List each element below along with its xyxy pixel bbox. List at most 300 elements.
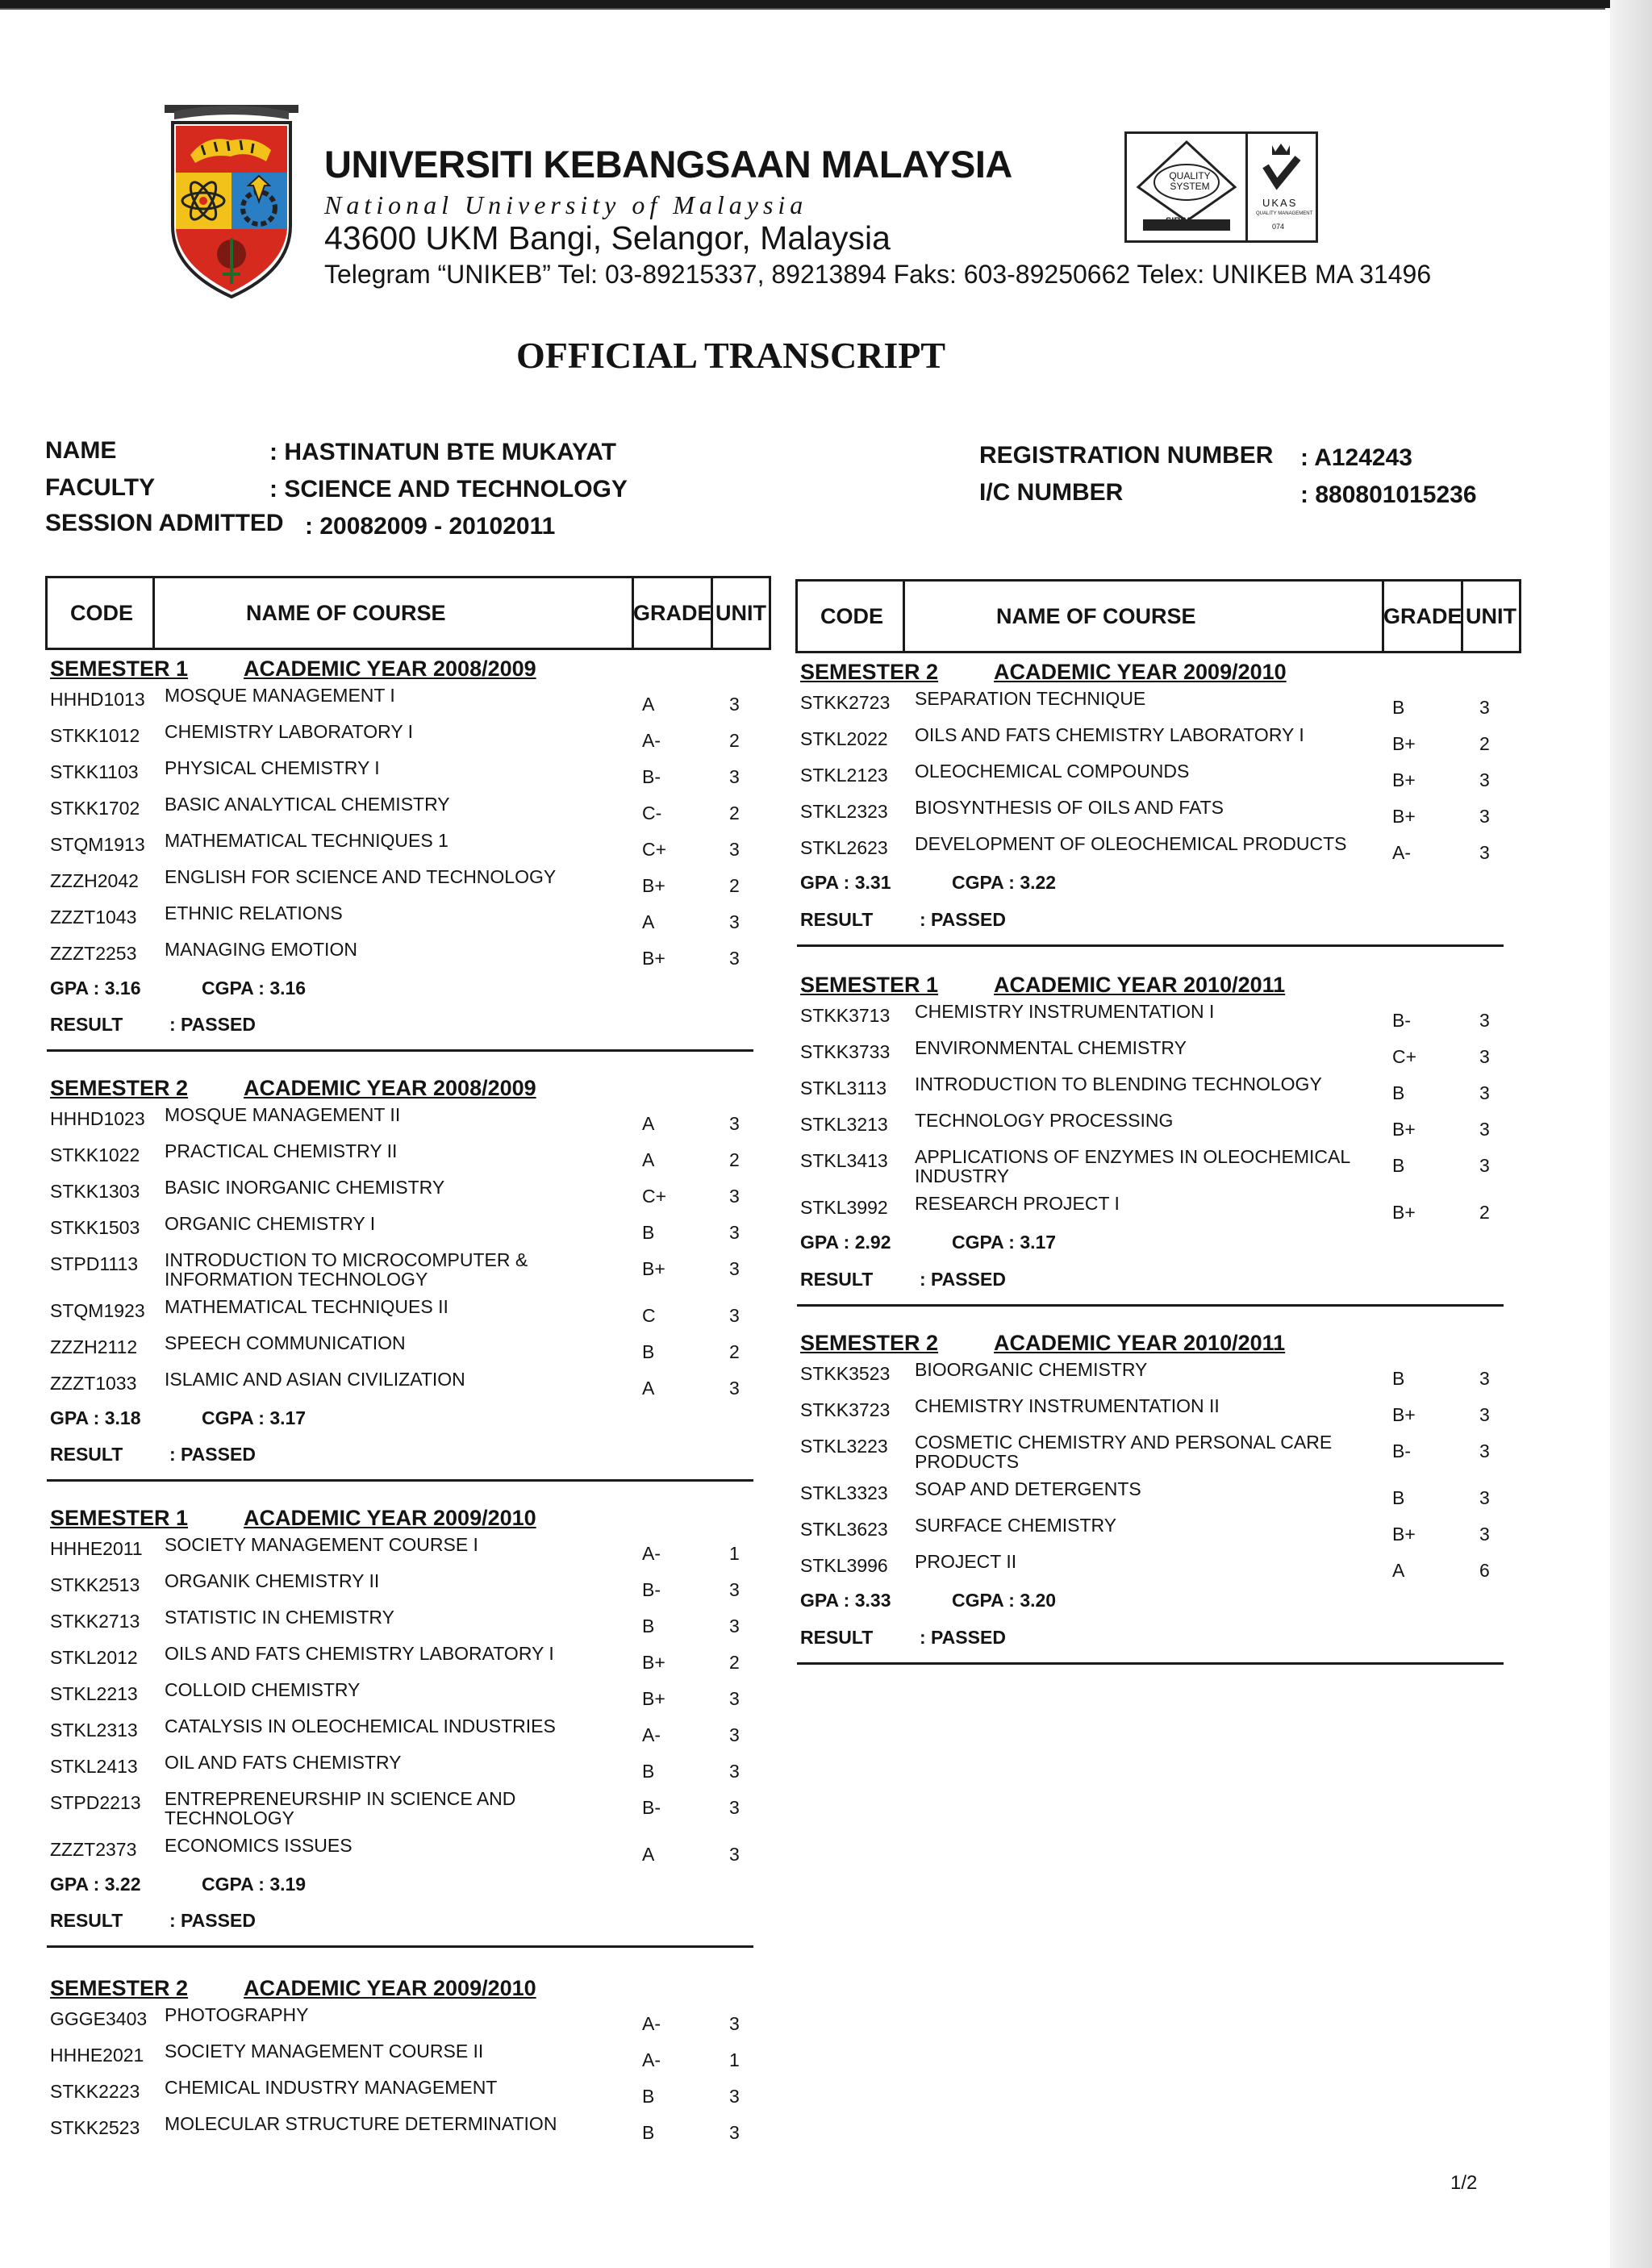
course-code: ZZZT1033 bbox=[50, 1373, 137, 1394]
course-unit: 3 bbox=[729, 1378, 740, 1399]
gpa-value: GPA : 3.33 bbox=[800, 1590, 891, 1611]
badge-divider bbox=[1245, 134, 1248, 240]
semester-separator bbox=[797, 1662, 1504, 1665]
course-grade: A bbox=[642, 1844, 655, 1865]
course-unit: 3 bbox=[729, 1688, 740, 1709]
academic-year-label: ACADEMIC YEAR 2009/2010 bbox=[244, 1506, 536, 1530]
course-unit: 3 bbox=[1479, 769, 1490, 790]
gpa-value: GPA : 3.18 bbox=[50, 1407, 141, 1428]
course-unit: 3 bbox=[729, 1724, 740, 1745]
course-grade: B bbox=[642, 2086, 655, 2107]
course-code: STKL2213 bbox=[50, 1683, 138, 1704]
gpa-value: GPA : 3.16 bbox=[50, 978, 141, 999]
column-header-grade: GRADE bbox=[1383, 604, 1462, 628]
course-unit: 3 bbox=[729, 1222, 740, 1243]
course-code: ZZZT2373 bbox=[50, 1839, 137, 1860]
course-grade: B+ bbox=[1392, 1202, 1416, 1223]
course-grade: B+ bbox=[1392, 733, 1416, 754]
course-name: BIOSYNTHESIS OF OILS AND FATS bbox=[915, 797, 1224, 818]
course-code: HHHD1013 bbox=[50, 689, 145, 710]
course-code: STKL3223 bbox=[800, 1436, 888, 1457]
scan-top-line bbox=[0, 8, 1605, 10]
ukas-crown-check-icon bbox=[1258, 140, 1304, 194]
right-table-header bbox=[795, 579, 1521, 653]
academic-year-label: ACADEMIC YEAR 2008/2009 bbox=[244, 1076, 536, 1100]
course-row bbox=[800, 761, 1510, 798]
course-row bbox=[50, 1716, 760, 1753]
course-code: STKL2123 bbox=[800, 765, 888, 786]
course-unit: 3 bbox=[1479, 1046, 1490, 1067]
course-code: STKK3733 bbox=[800, 1041, 891, 1062]
course-code: STKL3413 bbox=[800, 1150, 888, 1171]
course-unit: 2 bbox=[729, 1149, 740, 1170]
course-code: HHHE2011 bbox=[50, 1538, 143, 1559]
semester-separator bbox=[47, 1945, 753, 1948]
course-grade: C+ bbox=[1392, 1046, 1417, 1067]
course-code: STKL2623 bbox=[800, 837, 888, 858]
course-name: CHEMICAL INDUSTRY MANAGEMENT bbox=[165, 2077, 498, 2098]
course-name: INTRODUCTION TO BLENDING TECHNOLOGY bbox=[915, 1074, 1322, 1094]
course-name: ORGANIK CHEMISTRY II bbox=[165, 1570, 380, 1591]
course-name: MATHEMATICAL TECHNIQUES II bbox=[165, 1296, 448, 1317]
course-row bbox=[50, 2005, 760, 2041]
course-unit: 2 bbox=[729, 1652, 740, 1673]
course-name: CHEMISTRY INSTRUMENTATION I bbox=[915, 1001, 1215, 1022]
result-value: : PASSED bbox=[169, 1910, 256, 1931]
course-name: SOCIETY MANAGEMENT COURSE I bbox=[165, 1534, 478, 1555]
cgpa-value: CGPA : 3.16 bbox=[202, 978, 307, 999]
course-grade: B+ bbox=[642, 1652, 665, 1673]
course-row bbox=[800, 1479, 1510, 1515]
course-grade: B bbox=[642, 2122, 655, 2143]
course-unit: 2 bbox=[729, 730, 740, 751]
course-code: STKK2523 bbox=[50, 2117, 140, 2138]
course-unit: 1 bbox=[729, 1543, 740, 1564]
course-grade: B+ bbox=[642, 948, 665, 969]
course-code: STKK1503 bbox=[50, 1217, 140, 1238]
scan-top-border bbox=[0, 0, 1652, 8]
course-code: GGGE3403 bbox=[50, 2008, 148, 2029]
page-number: 1/2 bbox=[1450, 2172, 1478, 2194]
course-code: STKK1702 bbox=[50, 798, 140, 819]
academic-year-label: ACADEMIC YEAR 2009/2010 bbox=[244, 1976, 536, 2000]
course-row bbox=[50, 1607, 760, 1644]
course-grade: C+ bbox=[642, 839, 667, 860]
course-unit: 3 bbox=[729, 2013, 740, 2034]
course-name: APPLICATIONS OF ENZYMES IN OLEOCHEMICAL INDUSTRY bbox=[915, 1146, 1351, 1186]
result-value: : PASSED bbox=[169, 1444, 256, 1465]
course-row bbox=[50, 686, 760, 722]
course-name: OILS AND FATS CHEMISTRY LABORATORY I bbox=[915, 724, 1304, 745]
course-name: RESEARCH PROJECT I bbox=[915, 1193, 1120, 1214]
course-code: STQM1913 bbox=[50, 834, 145, 855]
ukas-text: UKAS bbox=[1262, 197, 1298, 209]
course-row bbox=[800, 1194, 1510, 1230]
semester-label: SEMESTER 2 bbox=[800, 1331, 939, 1355]
course-unit: 2 bbox=[1479, 1202, 1490, 1223]
course-name: SOAP AND DETERGENTS bbox=[915, 1478, 1141, 1499]
course-name: ENTREPRENEURSHIP IN SCIENCE AND TECHNOLOGY bbox=[165, 1788, 516, 1828]
registration-value: : A124243 bbox=[1300, 444, 1412, 471]
course-grade: B- bbox=[642, 1797, 661, 1818]
course-name: ECONOMICS ISSUES bbox=[165, 1835, 353, 1856]
course-code: STKK1022 bbox=[50, 1144, 140, 1165]
course-code: STKK1103 bbox=[50, 761, 139, 782]
course-grade: A- bbox=[642, 2013, 661, 2034]
course-unit: 3 bbox=[729, 1616, 740, 1636]
cgpa-value: CGPA : 3.19 bbox=[202, 1874, 307, 1895]
course-row bbox=[50, 1297, 760, 1333]
course-row bbox=[800, 725, 1510, 761]
result-label: RESULT bbox=[800, 1269, 874, 1290]
course-name: TECHNOLOGY PROCESSING bbox=[915, 1110, 1174, 1131]
academic-year-label: ACADEMIC YEAR 2008/2009 bbox=[244, 657, 536, 681]
course-row bbox=[50, 758, 760, 794]
column-header-code: CODE bbox=[70, 601, 134, 625]
course-grade: B bbox=[642, 1761, 655, 1782]
course-row bbox=[800, 1360, 1510, 1396]
header-divider bbox=[152, 578, 155, 648]
course-code: STKK2513 bbox=[50, 1574, 140, 1595]
course-grade: B+ bbox=[642, 1258, 665, 1279]
course-code: STQM1923 bbox=[50, 1300, 145, 1321]
course-row bbox=[50, 1535, 760, 1571]
quality-system-text: QUALITY SYSTEM bbox=[1169, 170, 1211, 192]
column-header-grade: GRADE bbox=[633, 601, 712, 625]
name-label: NAME bbox=[45, 437, 117, 464]
course-grade: B bbox=[642, 1222, 655, 1243]
course-unit: 3 bbox=[729, 948, 740, 969]
page-title: OFFICIAL TRANSCRIPT bbox=[516, 335, 946, 376]
course-grade: A- bbox=[642, 1724, 661, 1745]
course-row bbox=[50, 1571, 760, 1607]
course-name: PRACTICAL CHEMISTRY II bbox=[165, 1140, 398, 1161]
course-row bbox=[50, 1141, 760, 1178]
university-name-english: National University of Malaysia bbox=[324, 190, 808, 219]
course-name: CHEMISTRY LABORATORY I bbox=[165, 721, 414, 742]
course-row bbox=[50, 940, 760, 976]
course-grade: A- bbox=[642, 730, 661, 751]
semester-separator bbox=[797, 944, 1504, 947]
course-unit: 3 bbox=[729, 839, 740, 860]
course-unit: 3 bbox=[1479, 1524, 1490, 1545]
university-crest-icon bbox=[158, 105, 305, 298]
course-grade: B- bbox=[1392, 1440, 1411, 1461]
course-name: ETHNIC RELATIONS bbox=[165, 903, 343, 923]
course-code: STKK3523 bbox=[800, 1363, 891, 1384]
semester-separator bbox=[47, 1049, 753, 1052]
course-grade: C- bbox=[642, 803, 662, 823]
course-grade: B bbox=[642, 1341, 655, 1362]
course-row bbox=[800, 1146, 1510, 1186]
course-row bbox=[50, 1788, 760, 1828]
course-grade: B+ bbox=[642, 1688, 665, 1709]
course-unit: 3 bbox=[729, 1113, 740, 1134]
course-code: STPD1113 bbox=[50, 1253, 139, 1274]
course-grade: A bbox=[642, 1149, 655, 1170]
result-value: : PASSED bbox=[920, 909, 1006, 930]
left-table-header bbox=[45, 576, 771, 650]
course-unit: 2 bbox=[729, 1341, 740, 1362]
header-divider bbox=[903, 582, 905, 651]
course-unit: 3 bbox=[729, 1761, 740, 1782]
course-name: OILS AND FATS CHEMISTRY LABORATORY I bbox=[165, 1643, 554, 1664]
course-code: STKL3113 bbox=[800, 1078, 886, 1099]
course-name: SOCIETY MANAGEMENT COURSE II bbox=[165, 2041, 484, 2062]
course-name: BASIC INORGANIC CHEMISTRY bbox=[165, 1177, 445, 1198]
semester-label: SEMESTER 1 bbox=[50, 1506, 189, 1530]
semester-label: SEMESTER 1 bbox=[50, 657, 189, 681]
university-name: UNIVERSITI KEBANGSAAN MALAYSIA bbox=[324, 143, 1012, 186]
result-label: RESULT bbox=[800, 1627, 874, 1648]
course-grade: A- bbox=[1392, 842, 1411, 863]
course-row bbox=[800, 1074, 1510, 1111]
cgpa-value: CGPA : 3.17 bbox=[952, 1232, 1057, 1253]
quality-certification-badge bbox=[1124, 131, 1318, 243]
course-code: STPD2213 bbox=[50, 1792, 141, 1813]
course-grade: B+ bbox=[1392, 1119, 1416, 1140]
course-grade: B+ bbox=[642, 875, 665, 896]
course-code: STKL2313 bbox=[50, 1720, 138, 1741]
course-grade: A- bbox=[642, 2049, 661, 2070]
scan-right-edge bbox=[1610, 0, 1652, 2268]
course-grade: C+ bbox=[642, 1186, 667, 1207]
course-grade: B bbox=[642, 1616, 655, 1636]
course-unit: 3 bbox=[729, 2122, 740, 2143]
course-name: ENGLISH FOR SCIENCE AND TECHNOLOGY bbox=[165, 866, 557, 887]
course-code: HHHD1023 bbox=[50, 1108, 145, 1129]
academic-year-label: ACADEMIC YEAR 2010/2011 bbox=[994, 1331, 1286, 1355]
course-name: CHEMISTRY INSTRUMENTATION II bbox=[915, 1395, 1220, 1416]
course-name: STATISTIC IN CHEMISTRY bbox=[165, 1607, 394, 1628]
course-unit: 1 bbox=[729, 2049, 740, 2070]
course-row bbox=[800, 1396, 1510, 1432]
course-unit: 3 bbox=[729, 766, 740, 787]
course-unit: 2 bbox=[729, 875, 740, 896]
academic-year-label: ACADEMIC YEAR 2009/2010 bbox=[994, 660, 1287, 684]
gpa-value: GPA : 3.22 bbox=[50, 1874, 141, 1895]
course-code: STKK1303 bbox=[50, 1181, 140, 1202]
course-grade: B+ bbox=[1392, 769, 1416, 790]
course-name: ISLAMIC AND ASIAN CIVILIZATION bbox=[165, 1369, 465, 1390]
course-unit: 3 bbox=[729, 1186, 740, 1207]
course-row bbox=[50, 867, 760, 903]
sirim-text: SIRIM bbox=[1166, 216, 1191, 226]
course-code: STKK2713 bbox=[50, 1611, 140, 1632]
course-name: SURFACE CHEMISTRY bbox=[915, 1515, 1117, 1536]
course-row bbox=[50, 903, 760, 940]
course-name: COSMETIC CHEMISTRY AND PERSONAL CARE PRODUCTS bbox=[915, 1432, 1333, 1472]
course-name: OLEOCHEMICAL COMPOUNDS bbox=[915, 761, 1190, 782]
column-header-name: NAME OF COURSE bbox=[246, 601, 446, 625]
course-code: HHHE2021 bbox=[50, 2045, 144, 2066]
course-row bbox=[50, 2114, 760, 2150]
course-grade: B bbox=[1392, 1487, 1405, 1508]
course-grade: B- bbox=[642, 766, 661, 787]
course-name: ORGANIC CHEMISTRY I bbox=[165, 1213, 376, 1234]
result-label: RESULT bbox=[50, 1014, 123, 1035]
course-row bbox=[50, 1214, 760, 1250]
semester-separator bbox=[797, 1304, 1504, 1307]
ukas-sub-text: QUALITY MANAGEMENT bbox=[1256, 211, 1313, 216]
result-value: : PASSED bbox=[920, 1627, 1006, 1648]
cgpa-value: CGPA : 3.20 bbox=[952, 1590, 1057, 1611]
column-header-name: NAME OF COURSE bbox=[996, 604, 1196, 628]
university-address: 43600 UKM Bangi, Selangor, Malaysia bbox=[324, 219, 891, 256]
course-unit: 3 bbox=[729, 1844, 740, 1865]
course-unit: 3 bbox=[1479, 697, 1490, 718]
course-row bbox=[50, 1753, 760, 1789]
course-unit: 3 bbox=[729, 1579, 740, 1600]
course-name: COLLOID CHEMISTRY bbox=[165, 1679, 361, 1700]
course-code: ZZZT1043 bbox=[50, 907, 137, 928]
course-name: SEPARATION TECHNIQUE bbox=[915, 688, 1146, 709]
ic-value: : 880801015236 bbox=[1300, 482, 1477, 508]
course-row bbox=[50, 1644, 760, 1680]
course-unit: 3 bbox=[1479, 1404, 1490, 1425]
course-row bbox=[800, 1515, 1510, 1552]
course-grade: B+ bbox=[1392, 806, 1416, 827]
course-name: BASIC ANALYTICAL CHEMISTRY bbox=[165, 794, 450, 815]
course-row bbox=[50, 1249, 760, 1290]
course-row bbox=[50, 1178, 760, 1214]
course-unit: 3 bbox=[1479, 842, 1490, 863]
course-grade: B bbox=[1392, 1368, 1405, 1389]
faculty-value: : SCIENCE AND TECHNOLOGY bbox=[269, 476, 628, 502]
session-value: : 20082009 - 20102011 bbox=[305, 513, 556, 540]
result-value: : PASSED bbox=[169, 1014, 256, 1035]
course-unit: 3 bbox=[1479, 1010, 1490, 1031]
course-code: STKL2012 bbox=[50, 1647, 138, 1668]
course-unit: 3 bbox=[729, 1797, 740, 1818]
course-row bbox=[50, 794, 760, 831]
result-value: : PASSED bbox=[920, 1269, 1006, 1290]
course-grade: B bbox=[1392, 697, 1405, 718]
course-name: MANAGING EMOTION bbox=[165, 939, 357, 960]
column-header-unit: UNIT bbox=[715, 601, 766, 625]
course-code: STKK3723 bbox=[800, 1399, 891, 1420]
course-unit: 3 bbox=[1479, 1368, 1490, 1389]
course-name: MOSQUE MANAGEMENT I bbox=[165, 685, 395, 706]
course-unit: 2 bbox=[1479, 733, 1490, 754]
course-code: STKL3996 bbox=[800, 1555, 888, 1576]
course-grade: C bbox=[642, 1305, 656, 1326]
course-unit: 3 bbox=[729, 2086, 740, 2107]
university-contact: Telegram “UNIKEB” Tel: 03-89215337, 89213894 Faks: 603-89250662 Telex: UNIKEB MA 31496 bbox=[324, 260, 1432, 289]
course-unit: 3 bbox=[729, 1258, 740, 1279]
course-code: ZZZH2112 bbox=[50, 1336, 138, 1357]
course-code: STKK1012 bbox=[50, 725, 140, 746]
course-row bbox=[800, 1002, 1510, 1038]
course-code: STKL3323 bbox=[800, 1482, 888, 1503]
course-row bbox=[50, 831, 760, 867]
course-unit: 2 bbox=[729, 803, 740, 823]
semester-label: SEMESTER 2 bbox=[800, 660, 939, 684]
course-code: STKL2413 bbox=[50, 1756, 138, 1777]
course-name: MOLECULAR STRUCTURE DETERMINATION bbox=[165, 2113, 557, 2134]
column-header-unit: UNIT bbox=[1466, 604, 1516, 628]
course-unit: 6 bbox=[1479, 1560, 1490, 1581]
course-row bbox=[50, 1680, 760, 1716]
course-code: STKL3992 bbox=[800, 1197, 888, 1218]
course-row bbox=[800, 1111, 1510, 1147]
course-code: STKL3623 bbox=[800, 1519, 888, 1540]
course-name: MOSQUE MANAGEMENT II bbox=[165, 1104, 401, 1125]
course-grade: B+ bbox=[1392, 1404, 1416, 1425]
course-code: STKK3713 bbox=[800, 1005, 891, 1026]
academic-year-label: ACADEMIC YEAR 2010/2011 bbox=[994, 973, 1286, 997]
course-name: BIOORGANIC CHEMISTRY bbox=[915, 1359, 1148, 1380]
course-row bbox=[50, 1370, 760, 1406]
result-label: RESULT bbox=[800, 909, 874, 930]
course-row bbox=[800, 834, 1510, 870]
semester-label: SEMESTER 1 bbox=[800, 973, 939, 997]
course-code: STKK2723 bbox=[800, 692, 891, 713]
course-code: ZZZH2042 bbox=[50, 870, 139, 891]
semester-label: SEMESTER 2 bbox=[50, 1976, 189, 2000]
course-row bbox=[800, 1432, 1510, 1472]
course-name: ENVIRONMENTAL CHEMISTRY bbox=[915, 1037, 1187, 1058]
course-row bbox=[800, 689, 1510, 725]
course-grade: A bbox=[642, 694, 655, 715]
course-code: STKL2022 bbox=[800, 728, 888, 749]
course-name: CATALYSIS IN OLEOCHEMICAL INDUSTRIES bbox=[165, 1716, 556, 1736]
course-unit: 3 bbox=[729, 911, 740, 932]
course-unit: 3 bbox=[1479, 1487, 1490, 1508]
course-grade: A bbox=[642, 1113, 655, 1134]
session-label: SESSION ADMITTED bbox=[45, 510, 284, 536]
result-label: RESULT bbox=[50, 1910, 123, 1931]
cgpa-value: CGPA : 3.17 bbox=[202, 1407, 307, 1428]
course-unit: 3 bbox=[1479, 1119, 1490, 1140]
ukas-number: 074 bbox=[1272, 223, 1285, 231]
course-grade: A bbox=[642, 911, 655, 932]
course-row bbox=[50, 722, 760, 758]
course-row bbox=[50, 1105, 760, 1141]
column-header-code: CODE bbox=[820, 604, 884, 628]
course-grade: A bbox=[642, 1378, 655, 1399]
course-grade: B bbox=[1392, 1082, 1405, 1103]
course-row bbox=[50, 1333, 760, 1370]
course-name: PHOTOGRAPHY bbox=[165, 2004, 309, 2025]
course-row bbox=[50, 1836, 760, 1872]
course-unit: 3 bbox=[729, 1305, 740, 1326]
course-grade: B- bbox=[1392, 1010, 1411, 1031]
course-row bbox=[50, 2078, 760, 2114]
course-unit: 3 bbox=[1479, 1155, 1490, 1176]
course-name: SPEECH COMMUNICATION bbox=[165, 1332, 406, 1353]
course-row bbox=[50, 2041, 760, 2078]
result-label: RESULT bbox=[50, 1444, 123, 1465]
semester-label: SEMESTER 2 bbox=[50, 1076, 189, 1100]
course-unit: 3 bbox=[1479, 806, 1490, 827]
course-name: MATHEMATICAL TECHNIQUES 1 bbox=[165, 830, 448, 851]
name-value: : HASTINATUN BTE MUKAYAT bbox=[269, 439, 617, 465]
gpa-value: GPA : 3.31 bbox=[800, 872, 891, 893]
course-name: OIL AND FATS CHEMISTRY bbox=[165, 1752, 402, 1773]
course-code: STKK2223 bbox=[50, 2081, 140, 2102]
course-code: STKL2323 bbox=[800, 801, 888, 822]
faculty-label: FACULTY bbox=[45, 474, 156, 501]
course-name: PHYSICAL CHEMISTRY I bbox=[165, 757, 380, 778]
course-row bbox=[800, 1038, 1510, 1074]
gpa-value: GPA : 2.92 bbox=[800, 1232, 891, 1253]
course-grade: A- bbox=[642, 1543, 661, 1564]
course-grade: A bbox=[1392, 1560, 1405, 1581]
course-unit: 3 bbox=[1479, 1082, 1490, 1103]
course-unit: 3 bbox=[729, 694, 740, 715]
course-name: INTRODUCTION TO MICROCOMPUTER & INFORMATION TECHNOLOGY bbox=[165, 1249, 528, 1290]
